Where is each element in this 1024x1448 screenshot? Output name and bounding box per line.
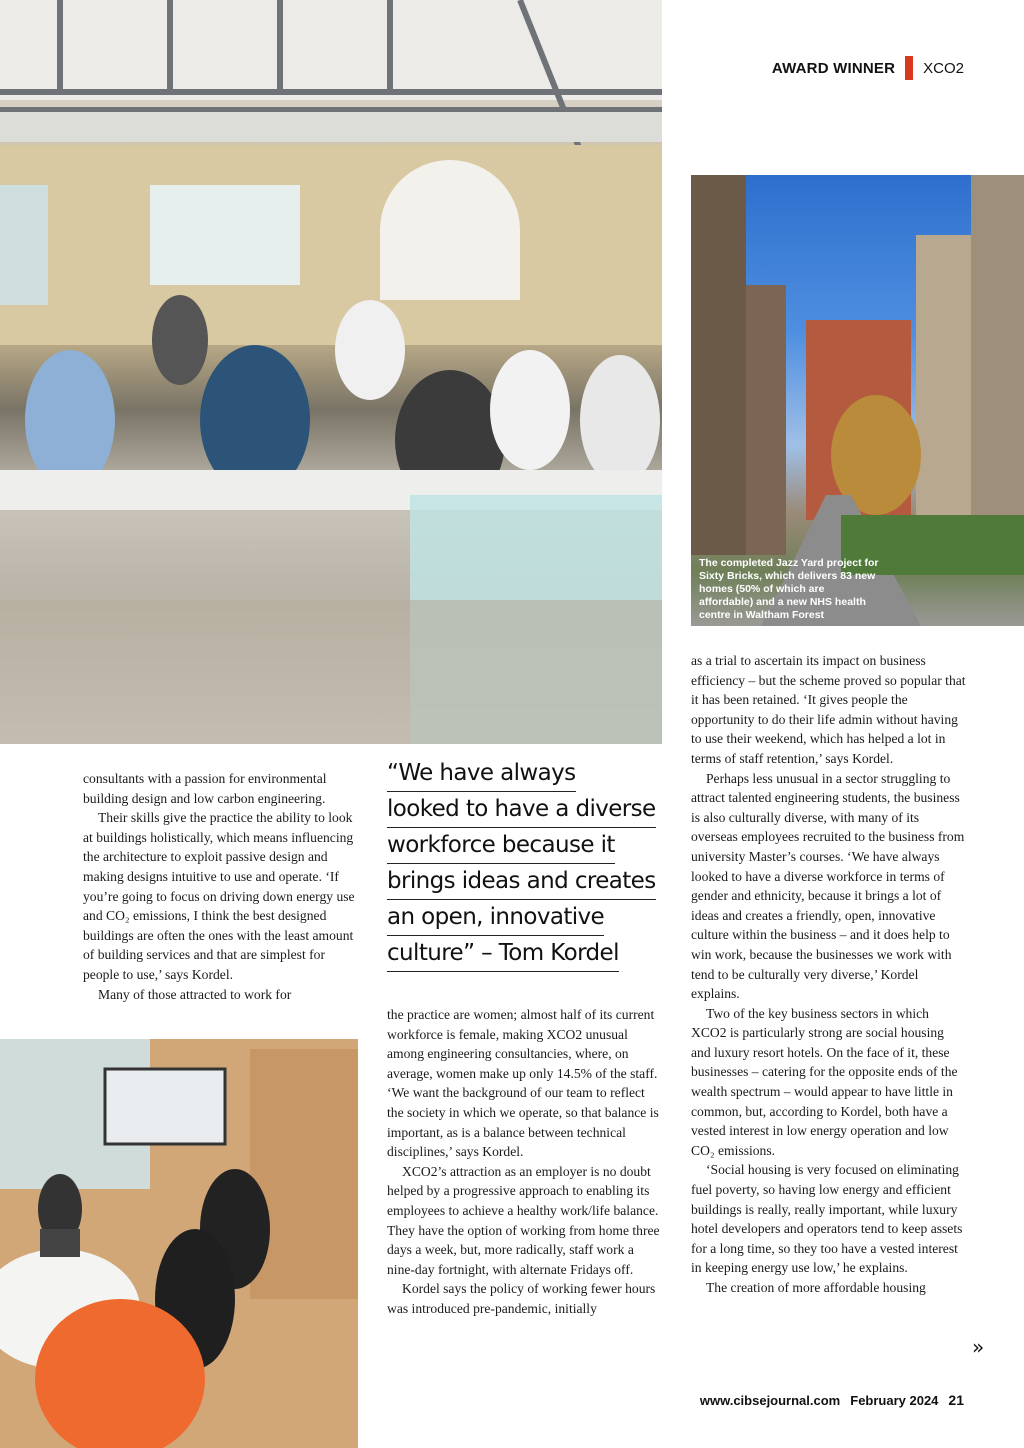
page-header bbox=[772, 56, 964, 80]
page-number: 21 bbox=[948, 1392, 964, 1408]
section-kicker: AWARD WINNER bbox=[771, 59, 896, 77]
paragraph: consultants with a passion for environmental building design and low carbon engineering. bbox=[83, 771, 327, 806]
team-photo-illustration bbox=[0, 0, 662, 744]
pull-quote-line: culture” – Tom Kordel bbox=[387, 936, 619, 972]
pull-quote bbox=[387, 756, 663, 972]
pull-quote-line: workforce because it bbox=[387, 828, 615, 864]
paragraph: The creation of more affordable housing bbox=[706, 1280, 926, 1295]
paragraph: Two of the key business sectors in which XCO2 is particularly strong are social housing and luxury resort hotels. On the face of it, these businesses – catering for the opposite ends of the wealth spectrum – would appear to have little in common, but, according to Kordel, both have a vested interest in low energy operation and low CO₂ emissions. bbox=[691, 1005, 958, 1158]
paragraph: ‘Social housing is very focused on eliminating fuel poverty, so having low energy and efficient buildings is really, really important, while luxury hotel developers and operators tend to keep assets for a long time, so they too have a vested interest in keeping energy use low,’ he explains. bbox=[691, 1162, 963, 1276]
paragraph: XCO2’s attraction as an employer is no doubt helped by a progressive approach to enabling its employees to achieve a healthy work/life balance. They have the option of working from home three days a week, but, more radically, staff work a nine-day fortnight, with alternate Fridays off. bbox=[387, 1163, 660, 1277]
body-column-right bbox=[691, 651, 966, 1298]
paragraph: the practice are women; almost half of its current workforce is female, making XCO2 unusual among engineering consultancies, where, on average, women make up only 14.5% of the staff. ‘We want the background of our team to reflect the society in which we operate, so that balance is important, as is a balance between technical disciplines,’ says Kordel. bbox=[387, 1007, 659, 1160]
journal-url: www.cibsejournal.com bbox=[699, 1393, 841, 1408]
paragraph: Many of those attracted to work for bbox=[98, 986, 292, 1002]
meeting-illustration bbox=[0, 1039, 358, 1448]
pull-quote-line: looked to have a diverse bbox=[387, 792, 656, 828]
header-accent-bar bbox=[905, 56, 913, 80]
pull-quote-line: an open, innovative bbox=[387, 900, 604, 936]
pull-quote-line: “We have always bbox=[387, 756, 576, 792]
meeting-photo bbox=[0, 1039, 358, 1448]
continue-arrow-icon: » bbox=[972, 1335, 985, 1359]
company-name: XCO2 bbox=[923, 59, 964, 77]
photo-caption: The completed Jazz Yard project for Sixty Bricks, which delivers 83 new homes (50% of which are affordable) and a new NHS health centre in Waltham Forest bbox=[699, 557, 879, 621]
paragraph: as a trial to ascertain its impact on business efficiency – but the scheme proved so popular that it has been retained. ‘It gives people the opportunity to do their life admin without having to use their weekend, which has helped a lot in terms of staff retention,’ says Kordel. bbox=[691, 653, 966, 766]
pull-quote-line: brings ideas and creates bbox=[387, 864, 656, 900]
page-footer bbox=[700, 1392, 964, 1408]
body-column-middle bbox=[387, 1005, 663, 1319]
body-column-left bbox=[83, 769, 359, 1004]
paragraph: Perhaps less unusual in a sector struggling to attract talented engineering students, the business is also culturally diverse, with many of its overseas employees recruited to the business from university Master’s courses. ‘We have always looked to have a diverse workforce in terms of gender and ethnicity, because it brings a lot of ideas and creates a friendly, open, innovative culture within the business – and it does help to win work, because the businesses we work with tend to be culturally very diverse,’ Kordel explains. bbox=[691, 770, 965, 1002]
paragraph: Kordel says the policy of working fewer hours was introduced pre-pandemic, initially bbox=[387, 1281, 656, 1316]
paragraph: Their skills give the practice the ability to look at buildings holistically, which means influencing the architecture to exploit passive design and making designs intuitive to use and operate. ‘If you’re going to focus on driving down energy use and CO₂ emissions, I think the best designed buildings are often the ones with the least amount of building services and that are simplest for people to use,’ says Kordel. bbox=[83, 810, 355, 982]
team-photo bbox=[0, 0, 662, 744]
issue-date: February 2024 bbox=[850, 1393, 939, 1408]
